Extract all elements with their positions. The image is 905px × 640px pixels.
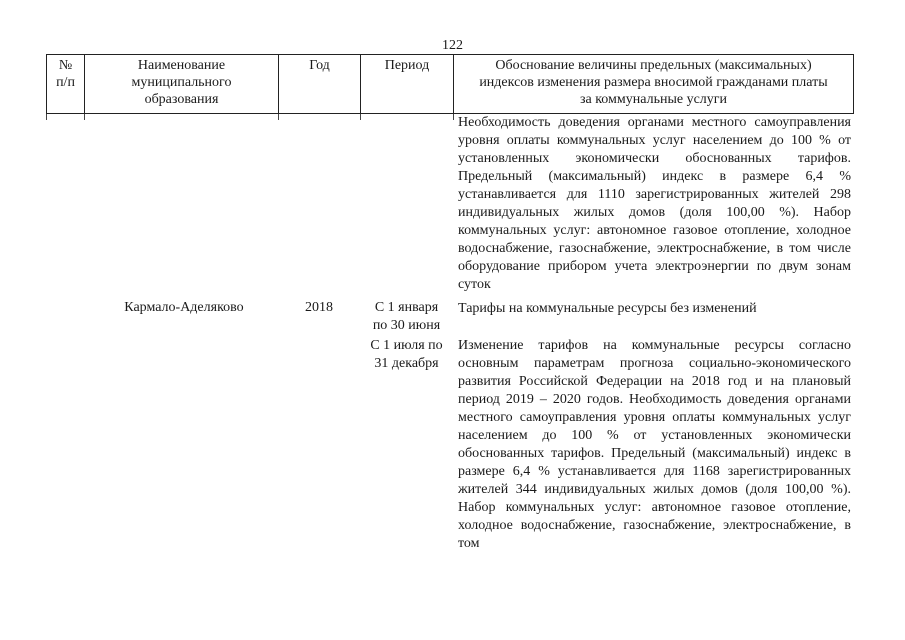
header-year: Год (278, 54, 360, 114)
year-cell: 2018 (305, 300, 333, 315)
column-divider (278, 114, 279, 120)
period-first-half: С 1 января по 30 июня (372, 300, 441, 333)
column-divider (453, 114, 454, 120)
tariff-table (46, 54, 854, 634)
continued-basis-text: Необходимость доведения органами местного самоуправления уровня оплаты коммунальных услуг населением до 100 % от установленных экономически обоснованных тарифов. Предельный (максимальный) индекс в размере 6,4 % устанавливается для 1110 зарегистрированных жителей 298 индивидуальных жилых домов (доля 100,00 %). Набор коммунальных услуг: автономное газовое отопление, холодное водоснабжение, газоснабжение, электроснабжение, в том числе оборудование прибором учета электроэнергии по двум зонам суток (458, 115, 851, 292)
basis-second-half: Изменение тарифов на коммунальные ресурсы согласно основным параметрам прогноза социально-экономического развития Российской Федерации на 2018 год и на плановый период 2019 – 2020 годов. Необходимость доведения органами местного самоуправления уровня оплаты коммунальных услуг населением до 100 % от установленных экономически обоснованных тарифов. Предельный (максимальный) индекс в размере 6,4 % устанавливается для 1168 зарегистрированных жителей 344 индивидуальных жилых домов (доля 100,00 %). Набор коммунальных услуг: автономное газовое отопление, холодное водоснабжение, газоснабжение, электроснабжение, в том (458, 338, 851, 551)
column-divider (360, 114, 361, 120)
header-period: Период (360, 54, 453, 114)
basis-first-half: Тарифы на коммунальные ресурсы без изменений (458, 301, 757, 316)
municipality-name: Кармало-Аделяково (124, 300, 244, 315)
header-municipality: Наименование муниципального образования (84, 54, 278, 114)
period-second-half: С 1 июля по 31 декабря (370, 338, 443, 371)
header-number: № п/п (46, 54, 84, 114)
column-divider (46, 114, 47, 120)
column-divider (84, 114, 85, 120)
header-basis: Обоснование величины предельных (максимальных) индексов изменения размера вносимой гражданами платы за коммунальные услуги (453, 54, 854, 114)
page-number: 122 (442, 38, 463, 53)
